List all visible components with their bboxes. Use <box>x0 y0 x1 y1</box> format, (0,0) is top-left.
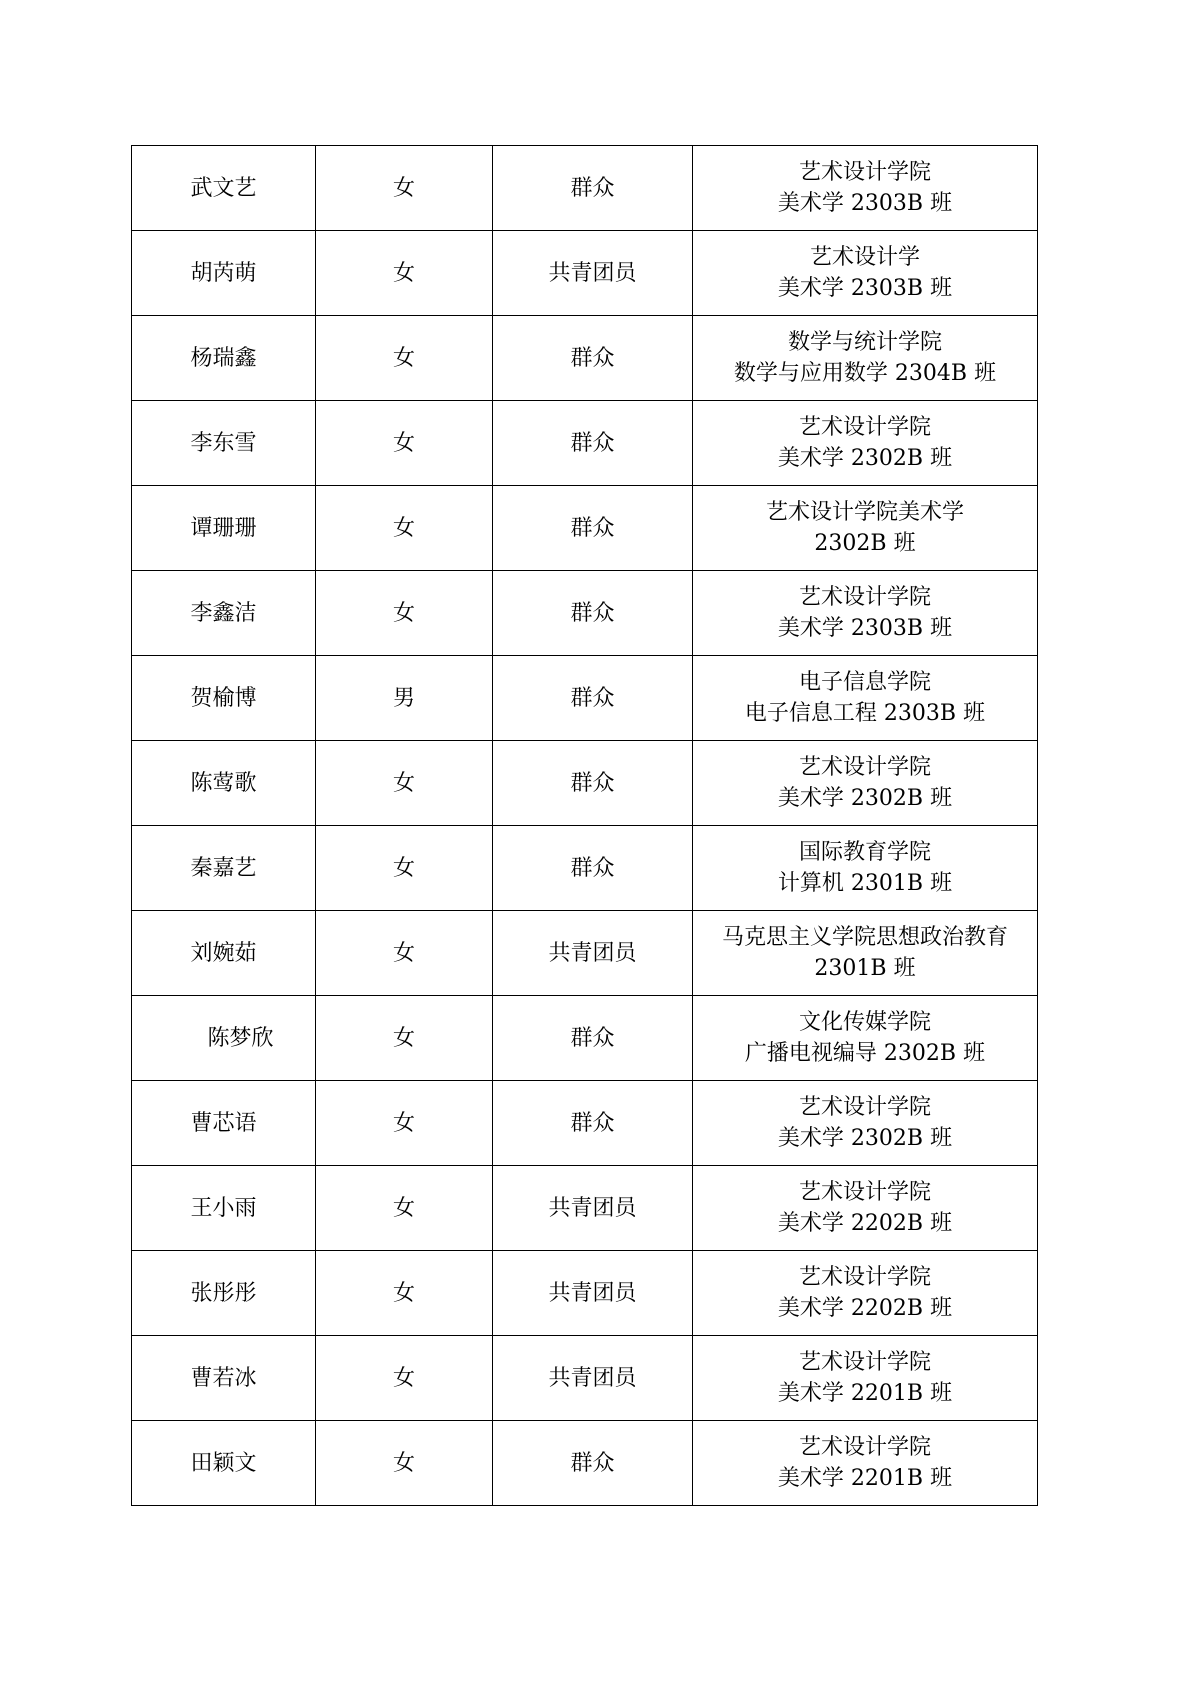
gender-cell: 女 <box>316 911 493 996</box>
unit-line-2: 美术学 2303B 班 <box>777 191 953 216</box>
political-status-cell: 共青团员 <box>493 1336 693 1421</box>
unit-line-2: 美术学 2201B 班 <box>777 1466 953 1491</box>
gender-cell: 女 <box>316 316 493 401</box>
unit-line-2: 美术学 2302B 班 <box>777 1126 953 1151</box>
table-row <box>132 231 1038 316</box>
table-row <box>132 316 1038 401</box>
unit-line-2: 计算机 2301B 班 <box>777 871 953 896</box>
unit-line-2: 美术学 2202B 班 <box>777 1296 953 1321</box>
name-text: 陈梦欣 <box>207 1025 274 1051</box>
gender-cell: 女 <box>316 826 493 911</box>
unit-line-2: 美术学 2302B 班 <box>777 786 953 811</box>
unit-line-1: 数学与统计学院 <box>787 330 942 355</box>
name-cell: 曹芯语 <box>132 1081 316 1166</box>
unit-line-2: 2302B 班 <box>814 531 916 556</box>
gender-cell: 女 <box>316 146 493 231</box>
name-cell: 贺榆博 <box>132 656 316 741</box>
unit-line-1: 艺术设计学院美术学 <box>765 500 964 525</box>
gender-cell: 女 <box>316 741 493 826</box>
gender-cell: 女 <box>316 1251 493 1336</box>
name-cell: 秦嘉艺 <box>132 826 316 911</box>
gender-cell: 女 <box>316 401 493 486</box>
unit-line-2: 美术学 2201B 班 <box>777 1381 953 1406</box>
table-row <box>132 1081 1038 1166</box>
unit-line-2: 广播电视编导 2302B 班 <box>744 1041 986 1066</box>
political-status-cell: 共青团员 <box>493 1166 693 1251</box>
student-roster-table <box>131 145 1038 1506</box>
unit-cell <box>693 656 1038 741</box>
unit-line-1: 艺术设计学院 <box>798 415 931 440</box>
unit-line-1: 马克思主义学院思想政治教育 <box>721 925 1008 950</box>
table-row <box>132 826 1038 911</box>
unit-cell <box>693 1081 1038 1166</box>
unit-cell <box>693 826 1038 911</box>
table-body <box>132 146 1038 1506</box>
political-status-cell: 群众 <box>493 1421 693 1506</box>
unit-cell <box>693 911 1038 996</box>
unit-cell <box>693 146 1038 231</box>
gender-cell: 女 <box>316 1166 493 1251</box>
unit-line-1: 艺术设计学院 <box>798 160 931 185</box>
name-cell: 陈莺歌 <box>132 741 316 826</box>
gender-cell: 女 <box>316 1081 493 1166</box>
gender-cell: 女 <box>316 486 493 571</box>
political-status-cell: 共青团员 <box>493 911 693 996</box>
unit-line-2: 2301B 班 <box>814 956 916 981</box>
unit-cell <box>693 741 1038 826</box>
unit-line-1: 艺术设计学院 <box>798 1180 931 1205</box>
political-status-cell: 群众 <box>493 316 693 401</box>
political-status-cell: 群众 <box>493 741 693 826</box>
name-cell: 王小雨 <box>132 1166 316 1251</box>
unit-line-1: 艺术设计学院 <box>798 585 931 610</box>
name-cell: 武文艺 <box>132 146 316 231</box>
unit-line-2: 美术学 2303B 班 <box>777 276 953 301</box>
unit-line-1: 艺术设计学院 <box>798 1265 931 1290</box>
political-status-cell: 共青团员 <box>493 231 693 316</box>
unit-line-1: 艺术设计学院 <box>798 1435 931 1460</box>
name-cell: 谭珊珊 <box>132 486 316 571</box>
name-cell: 李鑫洁 <box>132 571 316 656</box>
table-row <box>132 911 1038 996</box>
unit-cell <box>693 1251 1038 1336</box>
table-row <box>132 996 1038 1081</box>
unit-line-1: 艺术设计学院 <box>798 1095 931 1120</box>
name-cell: 胡芮萌 <box>132 231 316 316</box>
unit-cell <box>693 401 1038 486</box>
name-cell <box>132 996 316 1081</box>
gender-cell: 男 <box>316 656 493 741</box>
political-status-cell: 群众 <box>493 401 693 486</box>
name-cell: 田颖文 <box>132 1421 316 1506</box>
unit-cell <box>693 486 1038 571</box>
political-status-cell: 共青团员 <box>493 1251 693 1336</box>
political-status-cell: 群众 <box>493 826 693 911</box>
unit-cell <box>693 1421 1038 1506</box>
unit-cell <box>693 1166 1038 1251</box>
unit-cell <box>693 316 1038 401</box>
table-row <box>132 741 1038 826</box>
unit-line-2: 数学与应用数学 2304B 班 <box>733 361 997 386</box>
unit-line-2: 美术学 2303B 班 <box>777 616 953 641</box>
political-status-cell: 群众 <box>493 571 693 656</box>
table-row <box>132 1166 1038 1251</box>
political-status-cell: 群众 <box>493 996 693 1081</box>
unit-cell <box>693 571 1038 656</box>
unit-line-1: 艺术设计学 <box>809 245 920 270</box>
political-status-cell: 群众 <box>493 656 693 741</box>
unit-line-2: 美术学 2202B 班 <box>777 1211 953 1236</box>
unit-line-1: 艺术设计学院 <box>798 755 931 780</box>
gender-cell: 女 <box>316 571 493 656</box>
table-row <box>132 1251 1038 1336</box>
political-status-cell: 群众 <box>493 486 693 571</box>
gender-cell: 女 <box>316 1336 493 1421</box>
name-cell: 刘婉茹 <box>132 911 316 996</box>
name-cell: 李东雪 <box>132 401 316 486</box>
unit-line-2: 电子信息工程 2303B 班 <box>744 701 986 726</box>
name-cell: 杨瑞鑫 <box>132 316 316 401</box>
unit-cell <box>693 1336 1038 1421</box>
name-cell: 张彤彤 <box>132 1251 316 1336</box>
table-row <box>132 571 1038 656</box>
unit-cell <box>693 996 1038 1081</box>
unit-line-1: 文化传媒学院 <box>798 1010 931 1035</box>
table-row <box>132 1421 1038 1506</box>
gender-cell: 女 <box>316 231 493 316</box>
gender-cell: 女 <box>316 996 493 1081</box>
gender-cell: 女 <box>316 1421 493 1506</box>
unit-line-1: 艺术设计学院 <box>798 1350 931 1375</box>
table-row <box>132 401 1038 486</box>
table-row <box>132 146 1038 231</box>
unit-line-1: 国际教育学院 <box>798 840 931 865</box>
table-row <box>132 656 1038 741</box>
table-row <box>132 486 1038 571</box>
name-cell: 曹若冰 <box>132 1336 316 1421</box>
table-row <box>132 1336 1038 1421</box>
political-status-cell: 群众 <box>493 1081 693 1166</box>
political-status-cell: 群众 <box>493 146 693 231</box>
unit-line-1: 电子信息学院 <box>798 670 931 695</box>
unit-line-2: 美术学 2302B 班 <box>777 446 953 471</box>
unit-cell <box>693 231 1038 316</box>
